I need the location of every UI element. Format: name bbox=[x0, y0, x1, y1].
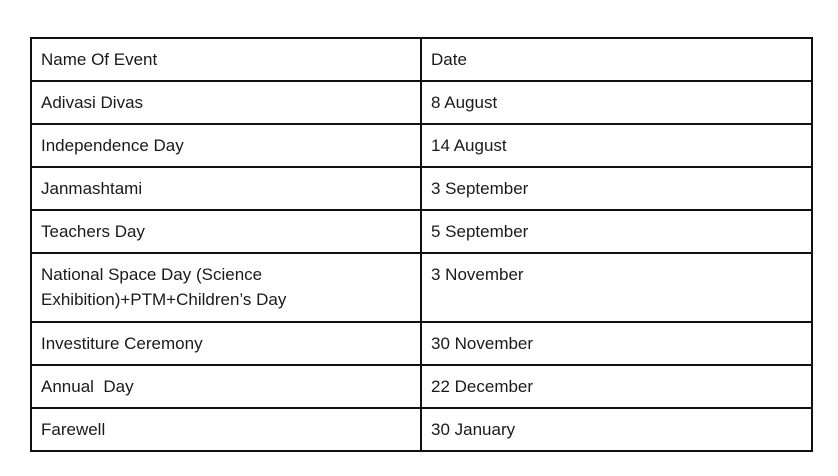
event-name-cell: Adivasi Divas bbox=[31, 81, 421, 124]
event-date-cell: 3 November bbox=[421, 253, 812, 322]
table-row bbox=[31, 124, 812, 167]
event-name-cell: Independence Day bbox=[31, 124, 421, 167]
header-cell-date: Date bbox=[421, 38, 812, 81]
table-row bbox=[31, 167, 812, 210]
header-cell-event: Name Of Event bbox=[31, 38, 421, 81]
event-date-cell: 3 September bbox=[421, 167, 812, 210]
event-date-cell: 14 August bbox=[421, 124, 812, 167]
table-row bbox=[31, 322, 812, 365]
table-header-row bbox=[31, 38, 812, 81]
table-row bbox=[31, 365, 812, 408]
table-row bbox=[31, 253, 812, 322]
event-name-cell: Teachers Day bbox=[31, 210, 421, 253]
event-date-cell: 5 September bbox=[421, 210, 812, 253]
event-date-cell: 8 August bbox=[421, 81, 812, 124]
event-name-cell: Investiture Ceremony bbox=[31, 322, 421, 365]
event-name-cell: National Space Day (Science Exhibition)+PTM+Children’s Day bbox=[31, 253, 421, 322]
event-name-cell: Farewell bbox=[31, 408, 421, 451]
event-date-cell: 22 December bbox=[421, 365, 812, 408]
event-date-cell: 30 January bbox=[421, 408, 812, 451]
table-row bbox=[31, 81, 812, 124]
event-name-cell: Janmashtami bbox=[31, 167, 421, 210]
table-row bbox=[31, 408, 812, 451]
event-name-cell: Annual Day bbox=[31, 365, 421, 408]
events-table bbox=[30, 37, 813, 452]
event-date-cell: 30 November bbox=[421, 322, 812, 365]
table-row bbox=[31, 210, 812, 253]
